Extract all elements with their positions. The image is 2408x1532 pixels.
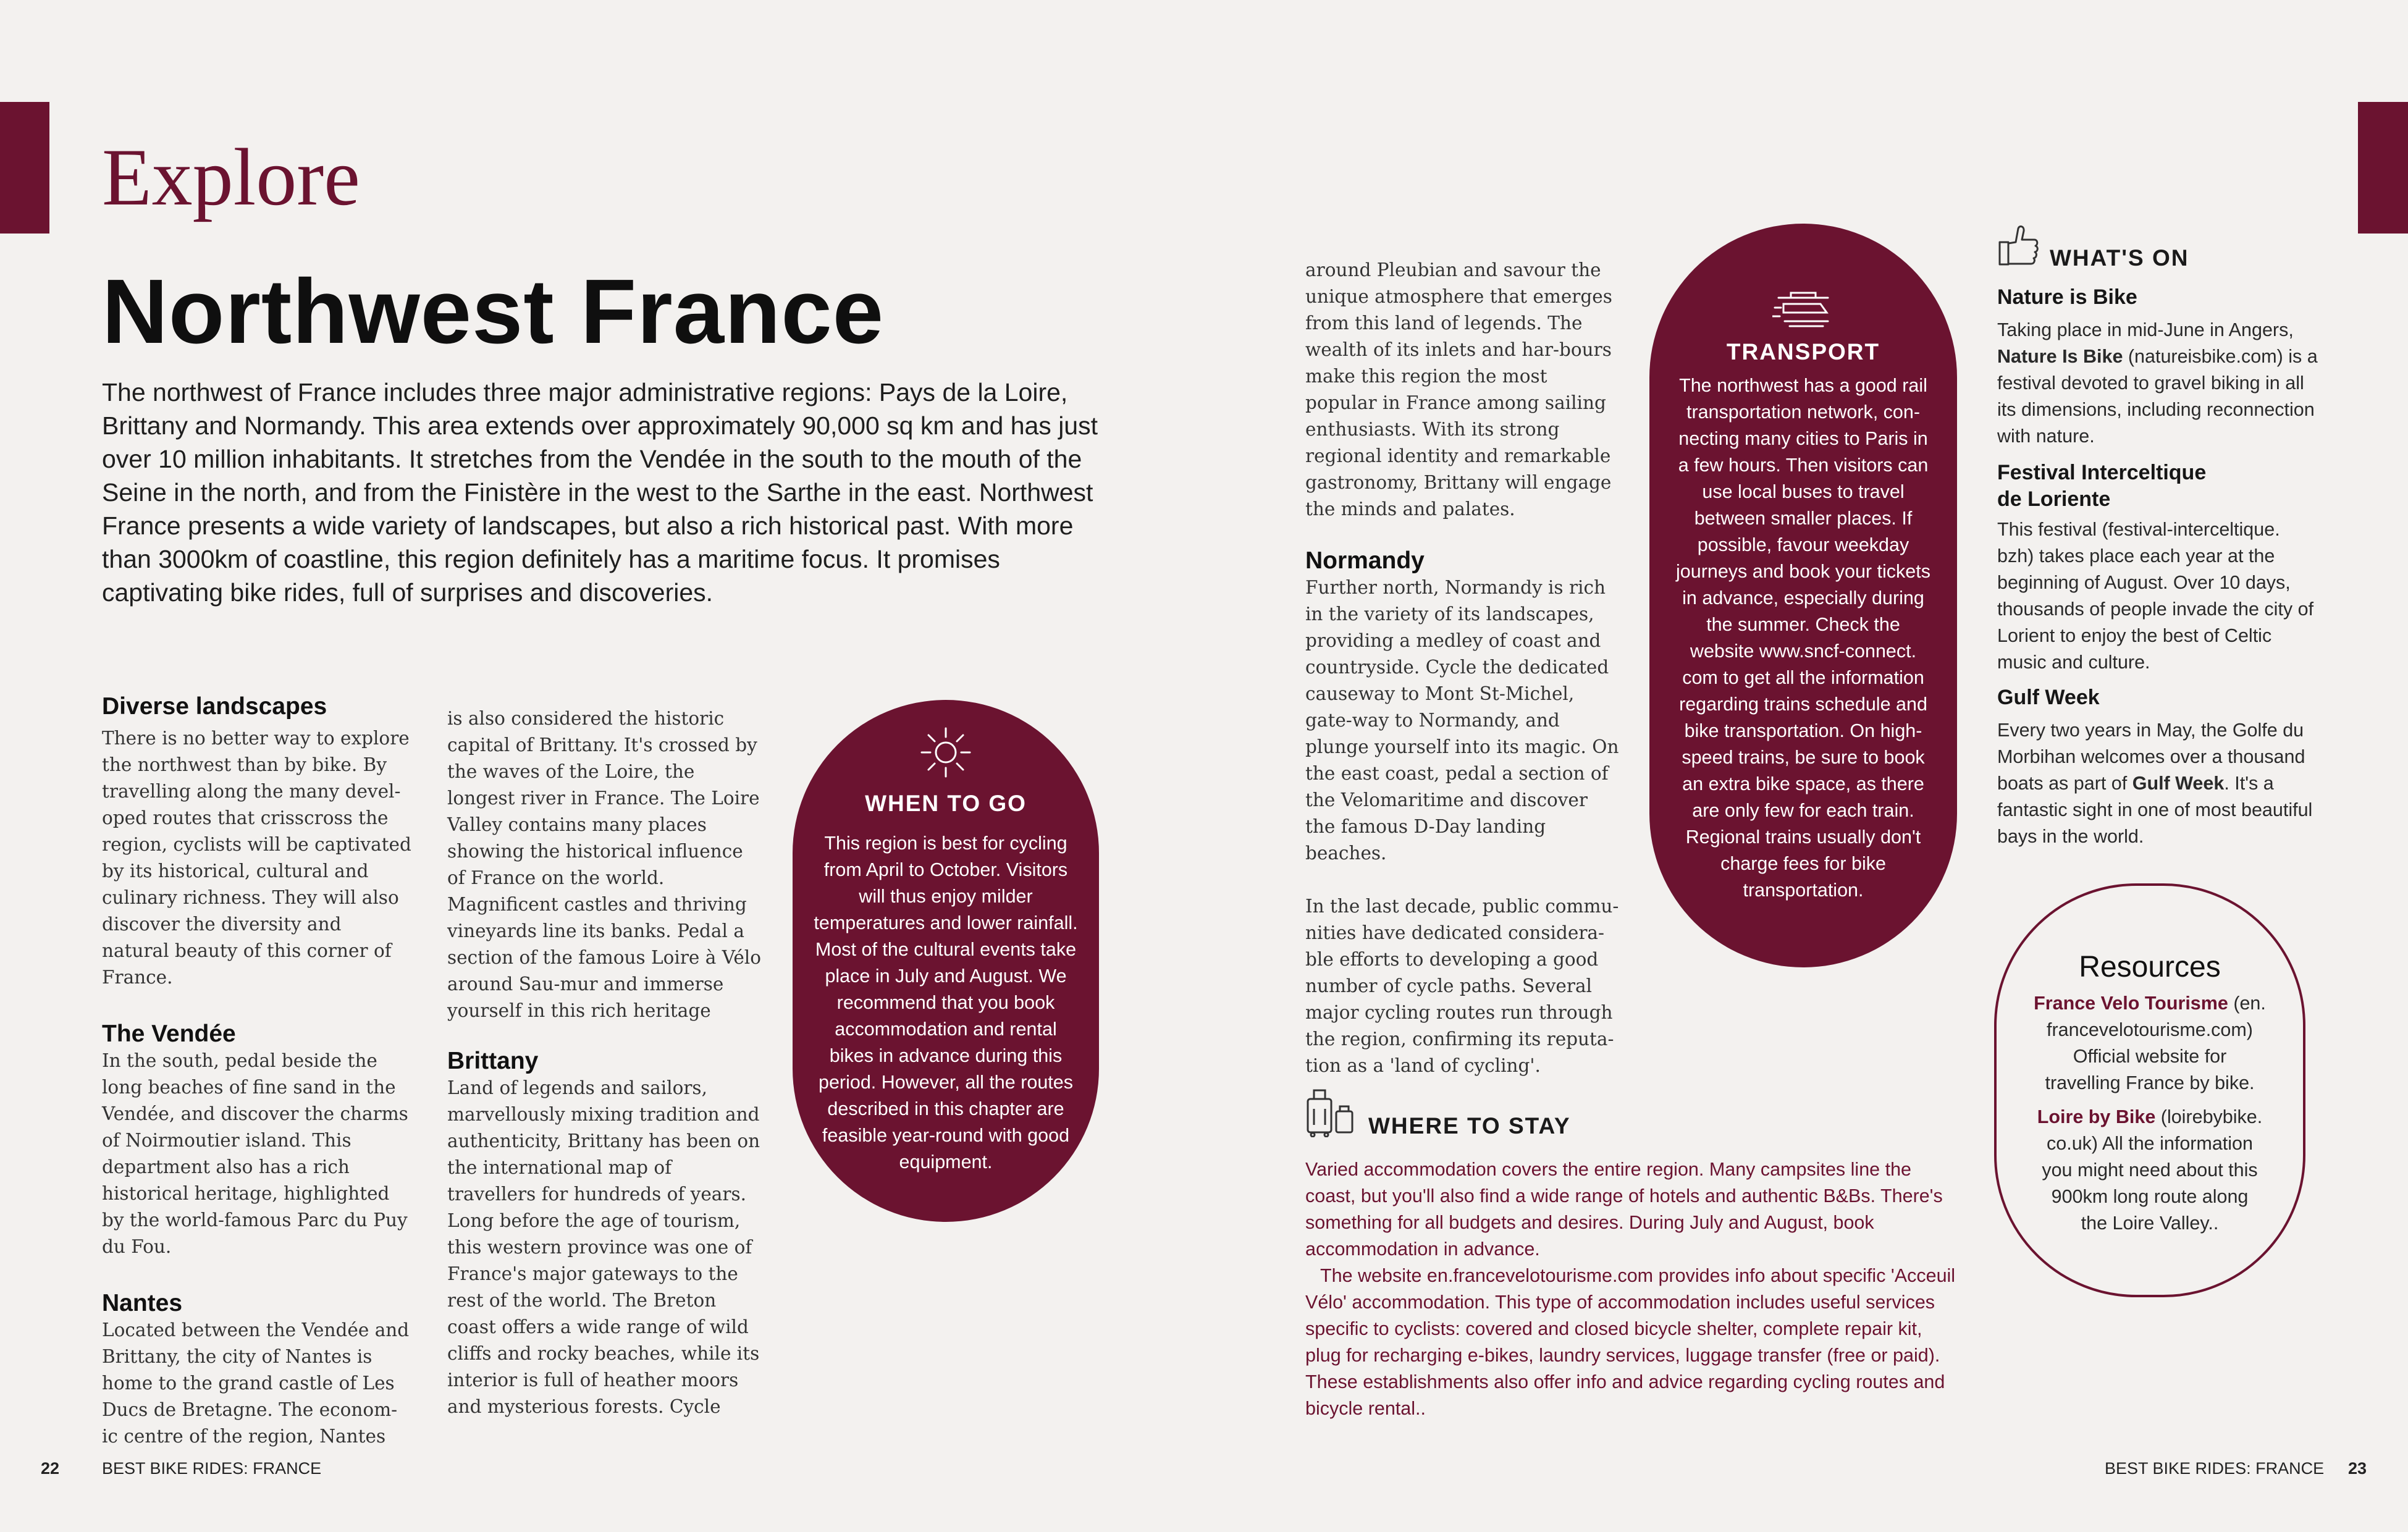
text-brittany-continued: around Pleubian and savour the unique atmosphere that emerges from this land of legends. The wealth of its inlets and har-bours make this region the most popular in France among sailing enthusiasts. With its strong regional identity and remarkable gastronomy, Brittany will engage the minds and palates. (1305, 259, 1612, 520)
heading-vendee: The Vendée (102, 1021, 236, 1047)
resource-france-velo: France Velo Tourisme (en. francevelotourisme.com) Official website for travelling France by bike. (2034, 993, 2266, 1093)
footer-title-left: BEST BIKE RIDES: FRANCE (102, 1459, 322, 1478)
thumbs-up-icon (1997, 222, 2040, 268)
when-to-go-box (793, 700, 1099, 1222)
where-to-stay-text-2: The website en.francevelotourisme.com provides info about specific 'Acceuil Vélo' accommodation. This type of accommodation includes useful services specific to cyclists: covered and closed bicycle shelter, complete repair kit, plug for recharging e-bikes, laundry services, luggage transfer (free or paid). These establishments also offer info and advice regarding cycling routes and bicycle rental.. (1305, 1265, 1956, 1419)
resource-loire-by-bike: Loire by Bike (loirebybike. co.uk) All the information you might need about this 900km long route along the Loire Valley.. (2037, 1106, 2263, 1234)
column-2 (447, 705, 762, 1420)
where-to-stay-text-1: Varied accommodation covers the entire region. Many campsites line the coast, but you'll also find a wide range of hotels and authentic B&Bs. There's something for all budgets and desires. During July and August, book accommodation in advance. (1305, 1159, 1943, 1260)
resources-title: Resources (2079, 951, 2221, 983)
event-gulf-week-heading: Gulf Week (1997, 686, 2100, 709)
event-nature-is-bike-heading: Nature is Bike (1997, 285, 2137, 309)
transport-title: TRANSPORT (1726, 339, 1880, 364)
text-nantes-continued: is also considered the historic capital of Brittany. It's crossed by the waves of the Loire, the longest river in France. The Loire Valley contains many places showing the historical influence of France on the world. Magnificent castles and thriving vineyards line its banks. Pedal a section of the famous Loire à Vélo around Sau-mur and immerse yourself in this rich heritage (447, 708, 761, 1021)
section-label: Explore (102, 132, 360, 222)
whats-on-title: WHAT'S ON (2050, 245, 2189, 271)
text-last-decade: In the last decade, public commu-nities have dedicated considera-ble efforts to developing a good number of cycle paths. Several major cycling routes run through the region, confirming its reputa-tion as a 'land of cycling'. (1305, 896, 1619, 1076)
transport-box (1649, 224, 1957, 967)
left-edge-tab (0, 102, 49, 234)
when-to-go-text: This region is best for cycling from April to October. Visitors will thus enjoy milder temperatures and lower rainfall. Most of the cultural events take place in July and August. We recommend that you book accommodation and rental bikes in advance during this period. However, all the routes described in this chapter are feasible year-round with good equipment. (814, 833, 1078, 1172)
page-number-right: 23 (2348, 1459, 2367, 1478)
resources-box (1994, 883, 2305, 1297)
where-to-stay-body (1305, 1156, 1960, 1422)
heading-brittany: Brittany (447, 1048, 539, 1074)
page-title: Northwest France (102, 261, 885, 363)
intro-paragraph: The northwest of France includes three major administrative regions: Pays de la Loire, Brittany and Normandy. This area extends over approximately 90,000 sq km and has just over 10 million inhabitants. It stretches from the Vendée in the south to the mouth of the Seine in the north, and from the Finistère in the west to the Sarthe in the east. Northwest France presents a wide variety of landscapes, but also a rich historical past. With more than 3000km of coastline, this region definitely has a maritime focus. It promises captivating bike rides, full of surprises and discoveries. (102, 378, 1098, 607)
text-brittany: Land of legends and sailors, marvellously mixing tradition and authenticity, Brittany has been on the international map of travellers for hundreds of years. Long before the age of tourism, this western province was one of France's major gateways to the rest of the world. The Breton coast offers a wide range of wild cliffs and rocky beaches, while its interior is full of heather moors and mysterious forests. Cycle (447, 1077, 760, 1417)
transport-text: The northwest has a good rail transportation network, con-necting many cities to Paris in a few hours. Then visitors can use local buses to travel between smaller places. If possible, favour weekday journeys and book your tickets in advance, especially during the summer. Check the website www.sncf-connect. com to get all the information regarding trains schedule and bike transportation. On high-speed trains, be sure to book an extra bike space, as there are only few for each train. Regional trains usually don't charge fees for bike transportation. (1676, 375, 1930, 901)
event-interceltique-heading: Festival Interceltique de Loriente (1997, 461, 2207, 511)
text-normandy: Further north, Normandy is rich in the variety of its landscapes, providing a medley of coast and countryside. Cycle the dedicated causeway to Mont St-Michel, gate-way to Normandy, and plunge yourself into its magic. On the east coast, pedal a section of the Velomaritime and discover the famous D-Day landing beaches. (1305, 577, 1619, 864)
sun-icon (918, 725, 974, 780)
heading-diverse-landscapes: Diverse landscapes (102, 693, 327, 720)
column-3 (1305, 257, 1620, 1079)
where-to-stay-title: WHERE TO STAY (1368, 1113, 1571, 1138)
column-1 (102, 693, 412, 1450)
text-diverse-landscapes: There is no better way to explore the northwest than by bike. By travelling along the many devel-oped routes that crisscross the region, cyclists will be captivated by its historical, cultural and culinary richness. They will also discover the diversity and natural beauty of this corner of France. (102, 728, 411, 988)
train-icon (1772, 285, 1834, 335)
whats-on-events (1997, 285, 2318, 850)
when-to-go-title: WHEN TO GO (865, 791, 1027, 816)
text-vendee: In the south, pedal beside the long beaches of fine sand in the Vendée, and discover the charms of Noirmoutier island. This department also has a rich historical heritage, highlighted by the world-famous Parc du Puy du Fou. (102, 1050, 408, 1257)
heading-normandy: Normandy (1305, 547, 1425, 574)
text-nantes: Located between the Vendée and Brittany, the city of Nantes is home to the grand castle of Les Ducs de Bretagne. The econom-ic centre of the region, Nantes (102, 1319, 410, 1447)
hotel-luggage-icon (1305, 1084, 1356, 1137)
event-interceltique-text: This festival (festival-interceltique. bzh) takes place each year at the beginning of August. Over 10 days, thousands of people invade the city of Lorient to enjoy the best of Celtic music and culture. (1997, 519, 2314, 673)
event-nature-is-bike-text: Taking place in mid-June in Angers, Nature Is Bike (natureisbike.com) is a festival devoted to gravel biking in all its dimensions, including reconnection with nature. (1997, 319, 2318, 447)
event-gulf-week-text: Every two years in May, the Golfe du Morbihan welcomes over a thousand boats as part of Gulf Week. It's a fantastic sight in one of most beautiful bays in the world. (1997, 720, 2313, 847)
right-edge-tab (2358, 102, 2408, 234)
footer-title-right: BEST BIKE RIDES: FRANCE (2105, 1459, 2325, 1478)
heading-nantes: Nantes (102, 1290, 183, 1316)
page-number-left: 22 (41, 1459, 60, 1478)
